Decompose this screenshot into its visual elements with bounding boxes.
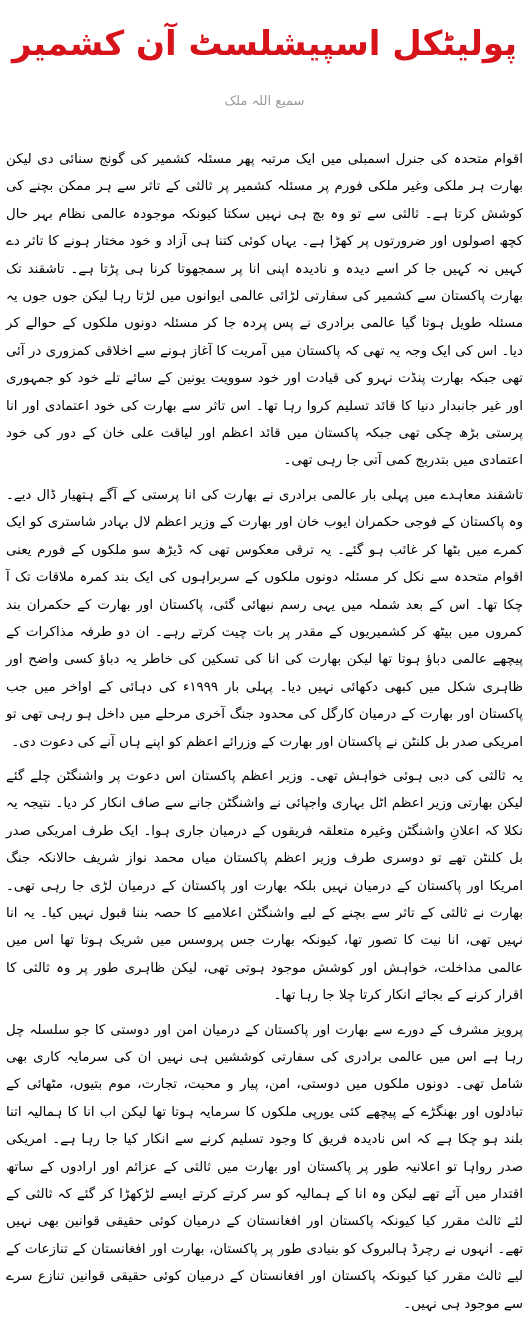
- article-headline: پولیٹکل اسپیشلسٹ آن کشمیر: [11, 24, 518, 64]
- article-paragraph: یہ ثالثی کی دبی ہوئی خواہش تھی۔ وزیر اعظم پاکستان اس دعوت پر واشنگٹن چلے گئے لیکن بھارتی وزیر اعظم اٹل بہاری واجپائی نے واشنگٹن جانے سے صاف انکار کر دیا۔ نتیجہ یہ نکلا کہ اعلانِ واشنگٹن وغیرہ متعلقہ فریقوں کے درمیان جاری ہوا۔ ایک طرف امریکی صدر بل کلنٹن تھے تو دوسری طرف وزیر اعظم پاکستان میاں محمد نواز شریف حالانکہ جنگ امریکا اور پاکستان کے درمیان نہیں بلکہ بھارت اور پاکستان کے درمیان لڑی جا رہی تھی۔ بھارت نے ثالثی کے تاثر سے بچنے کے لیے واشنگٹن اعلامیے کا حصہ بننا قبول نہیں کیا۔ یہ انا نہیں تھی، انا نیت کا تصور تھا، کیونکہ بھارت جس پروسس میں شریک ہوتا تھا اس میں عالمی مداخلت، خواہش اور کوشش موجود ہوتی تھی، لیکن ظاہری طور پر وہ ثالثی کا اقرار کرنے کے بجائے انکار کرتا چلا جا رہا تھا۔: [6, 768, 523, 1004]
- article-paragraph: تاشقند معاہدے میں پہلی بار عالمی برادری نے بھارت کی انا پرستی کے آگے ہتھیار ڈال دیے۔ وہ پاکستان کے فوجی حکمران ایوب خان اور بھارت کے وزیر اعظم لال بہادر شاستری کو ایک کمرے میں بٹھا کر غائب ہو گئے۔ یہ ترقی معکوس تھی کہ ڈیڑھ سو ملکوں کے فورم یعنی اقوام متحدہ سے نکل کر مسئلہ دونوں ملکوں کے سربراہوں کی ایک بند کمرہ ملاقات تک آ چکا تھا۔ اس کے بعد شملہ میں یہی رسم نبھائی گئی، پاکستان اور بھارت کے حکمران بند کمروں میں بیٹھ کر کشمیریوں کے مقدر پر بات چیت کرتے رہے۔ ان دو طرفہ مذاکرات کے پیچھے عالمی دباؤ ہوتا تھا لیکن بھارت کی انا کی تسکین کی خاطر یہ دباؤ کسی واضح اور ظاہری شکل میں کبھی دکھائی نہیں دیا۔ پہلی بار ۱۹۹۹ء کی دہائی کے اواخر میں جب پاکستان اور بھارت کے درمیان کارگل کی محدود جنگ آخری مرحلے میں داخل ہو رہی تھی تو امریکی صدر بل کلنٹن نے پاکستان اور بھارت کے وزرائے اعظم کو اپنے ہاں آنے کی دعوت دی۔: [6, 487, 524, 750]
- article-paragraph: اقوام متحدہ کی جنرل اسمبلی میں ایک مرتبہ پھر مسئلہ کشمیر کی گونج سنائی دی لیکن بھارت ہر ملکی وغیر ملکی فورم پر مسئلہ کشمیر پر ثالثی کے تاثر سے ہر ممکن بچنے کی کوشش کرتا ہے۔ ثالثی سے تو وہ بچ ہی نہیں سکتا کیونکہ موجودہ عالمی نظام بہر حال کچھ اصولوں اور ضرورتوں پر کھڑا ہے۔ یہاں کوئی کتنا ہی آزاد و خود مختار ہونے کا تاثر دے کہیں نہ کہیں جا کر اسے دیدہ و نادیدہ اپنی انا پر سمجھوتا کرنا ہی پڑتا ہے۔ تاشقند تک بھارت پاکستان سے کشمیر کی سفارتی لڑائی عالمی ایوانوں میں لڑتا رہا لیکن جوں جوں یہ مسئلہ طویل ہوتا گیا عالمی برادری نے پس پردہ جا کر مسئلہ دونوں ملکوں کے حوالے کر دیا۔ اس کی ایک وجہ یہ تھی کہ پاکستان میں آمریت کا آغاز ہونے سے اخلاقی کمزوری در آئی تھی جبکہ بھارت پنڈت نہرو کی قیادت اور خود سوویت یونین کے سائے تلے خود کو جمہوری اور غیر جانبدار دنیا کا قائد تسلیم کروا رہا تھا۔ اس تاثر سے بھارت کی خود اعتمادی اور انا پرستی بڑھ چکی تھی جبکہ پاکستان میں قائد اعظم اور لیاقت علی خان کے دور کی خود اعتمادی میں بتدریج کمی آتی جا رہی تھی۔: [6, 152, 523, 469]
- article-body: [6, 146, 523, 1318]
- article-paragraph: پرویز مشرف کے دورے سے بھارت اور پاکستان کے درمیان امن اور دوستی کا جو سلسلہ چل رہا ہے اس میں عالمی برادری کی سفارتی کوششیں ہی نہیں ان کی سرمایہ کاری بھی شامل تھی۔ دونوں ملکوں میں دوستی، امن، پیار و محبت، تجارت، موم بتیوں، مٹھائی کے تبادلوں اور بھنگڑے کے پیچھے کئی یورپی ملکوں کا سرمایہ ہوتا تھا لیکن اب انا کا ہمالیہ اتنا بلند ہو چکا ہے کہ اس نادیدہ فریق کا وجود تسلیم کرنے سے انکار کیا جا رہا ہے۔ امریکی صدر رواہا تو اعلانیہ طور پر پاکستان اور بھارت میں ثالثی کے عزائم اور ارادوں کے ساتھ اقتدار میں آئے تھے لیکن وہ انا کے ہمالیہ کو سر کرتے کرتے ایسے لڑکھڑا کر گئے کہ ثالثی کے لئے ثالث مقرر کیا کیونکہ پاکستان اور افغانستان کے درمیان کوئی حقیقی قوانین بھی نہیں تھے۔ انہوں نے رچرڈ ہالبروک کو بنیادی طور پر پاکستان، بھارت اور افغانستان کے تنازعات کے لیے ثالث مقرر کیا کیونکہ پاکستان اور افغانستان کے درمیان کوئی حقیقی قوانین تنازع سرے سے موجود ہی نہیں۔: [6, 1022, 523, 1312]
- author-byline: سمیع اللہ ملک: [224, 94, 305, 109]
